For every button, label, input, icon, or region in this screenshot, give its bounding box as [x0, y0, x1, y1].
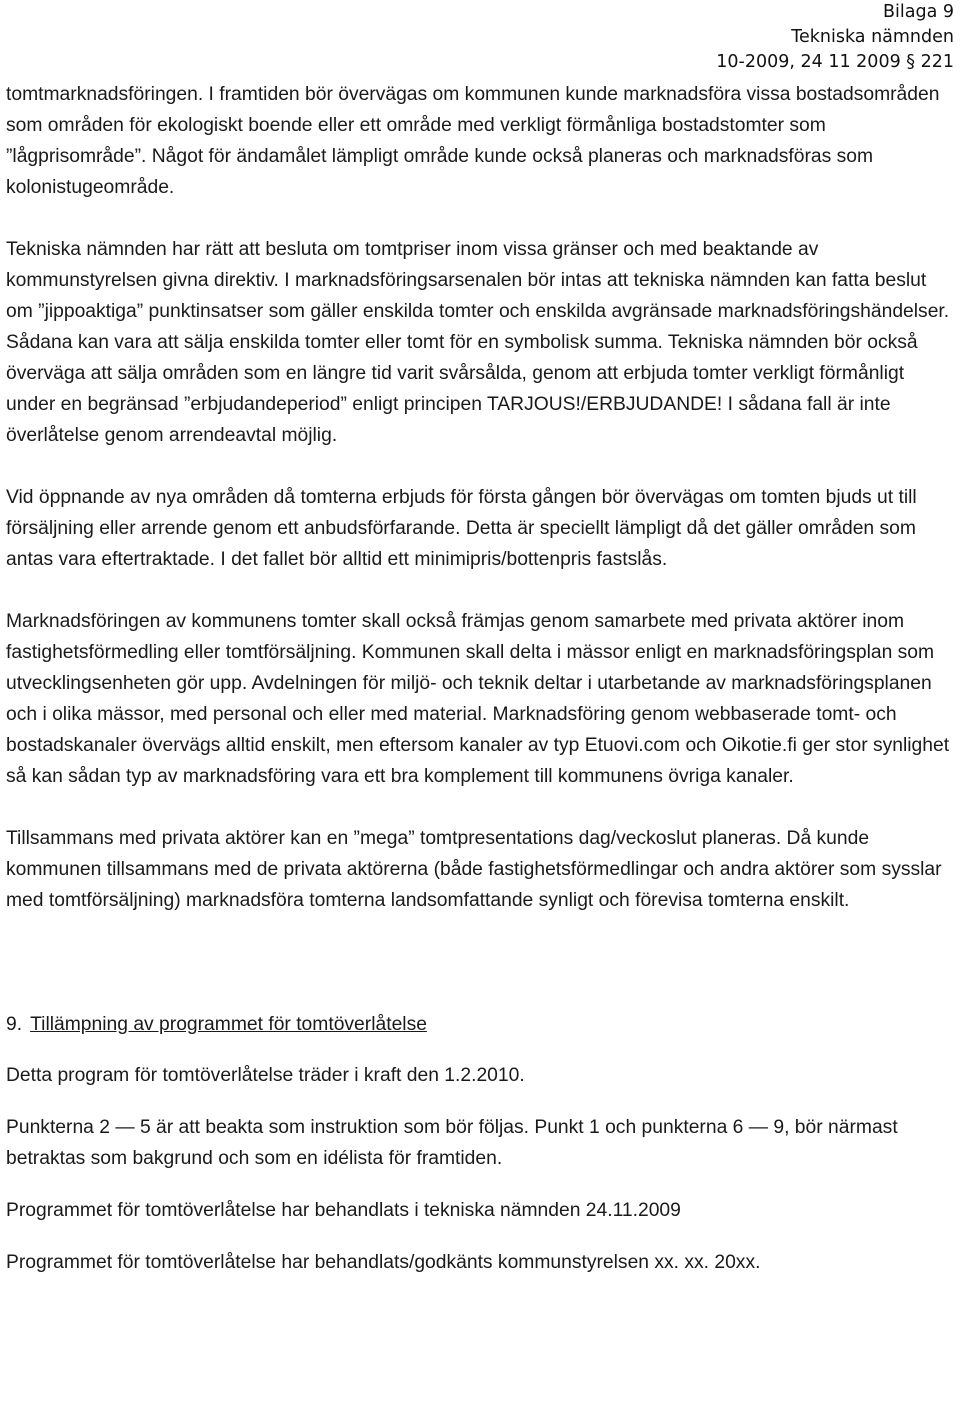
section-number: 9.: [6, 1014, 23, 1035]
section-paragraph-4: Programmet för tomtöverlåtelse har behandlats/godkänts kommunstyrelsen xx. xx. 20xx.: [6, 1252, 761, 1273]
section-title: Tillämpning av programmet för tomtöverlåtelse: [30, 1014, 427, 1035]
paragraph-2: Tekniska nämnden har rätt att besluta om tomtpriser inom vissa gränser och med beaktande av kommunstyrelsen givna direktiv. I marknadsföringsarsenalen bör intas att tekniska nämnden kan fatta beslut om ”jippoaktiga” punktinsatser som gäller enskilda tomter och enskilda avgränsade marknadsföringshändelser. Sådana kan vara att sälja enskilda tomter eller tomt för en symbolisk summa. Tekniska nämnden bör också överväga att sälja områden som en längre tid varit svårsålda, genom att erbjuda tomter verkligt förmånligt under en begränsad ”erbjudandeperiod” enligt principen TARJOUS!/ERBJUDANDE! I sådana fall är inte överlåtelse genom arrendeavtal möjlig.: [6, 239, 950, 446]
reference-label: 10-2009, 24 11 2009 § 221: [716, 52, 954, 72]
committee-label: Tekniska nämnden: [791, 27, 954, 47]
section-paragraph-1: Detta program för tomtöverlåtelse träder i kraft den 1.2.2010.: [6, 1065, 525, 1086]
appendix-label: Bilaga 9: [883, 2, 954, 22]
paragraph-4: Marknadsföringen av kommunens tomter skall också främjas genom samarbete med privata aktörer inom fastighetsförmedling eller tomtförsäljning. Kommunen skall delta i mässor enligt en marknadsföringsplan som utvecklingsenheten gör upp. Avdelningen för miljö- och teknik deltar i utarbetande av marknadsföringsplanen och i olika mässor, med personal och eller med material. Marknadsföring genom webbaserade tomt- och bostadskanaler övervägs alltid enskilt, men eftersom kanaler av typ Etuovi.com och Oikotie.fi ger stor synlighet så kan sådan typ av marknadsföring vara ett bra komplement till kommunens övriga kanaler.: [6, 611, 950, 787]
paragraph-3: Vid öppnande av nya områden då tomterna erbjuds för första gången bör övervägas om tomten bjuds ut till försäljning eller arrende genom ett anbudsförfarande. Detta är speciellt lämpligt då det gäller områden som antas vara eftertraktade. I det fallet bör alltid ett minimipris/bottenpris fastslås.: [6, 487, 917, 570]
page-header: [716, 0, 954, 75]
section-paragraph-2: Punkterna 2 — 5 är att beakta som instruktion som bör följas. Punkt 1 och punkterna 6 — 9, bör närmast betraktas som bakgrund och som en idélista för framtiden.: [6, 1117, 898, 1169]
paragraph-1: tomtmarknadsföringen. I framtiden bör övervägas om kommunen kunde marknadsföra vissa bostadsområden som områden för ekologiskt boende eller ett område med verkligt förmånliga bostadstomter som ”lågprisområde”. Något för ändamålet lämpligt område kunde också planeras och marknadsföras som kolonistugeområde.: [6, 84, 940, 198]
document-body: [6, 79, 954, 1278]
paragraph-5: Tillsammans med privata aktörer kan en ”mega” tomtpresentations dag/veckoslut planeras. Då kunde kommunen tillsammans med de privata aktörerna (både fastighetsförmedlingar och andra aktörer som sysslar med tomtförsäljning) marknadsföra tomterna landsomfattande synligt och förevisa tomterna enskilt.: [6, 828, 942, 911]
section-paragraph-3: Programmet för tomtöverlåtelse har behandlats i tekniska nämnden 24.11.2009: [6, 1200, 681, 1221]
section-heading: [6, 1009, 954, 1040]
